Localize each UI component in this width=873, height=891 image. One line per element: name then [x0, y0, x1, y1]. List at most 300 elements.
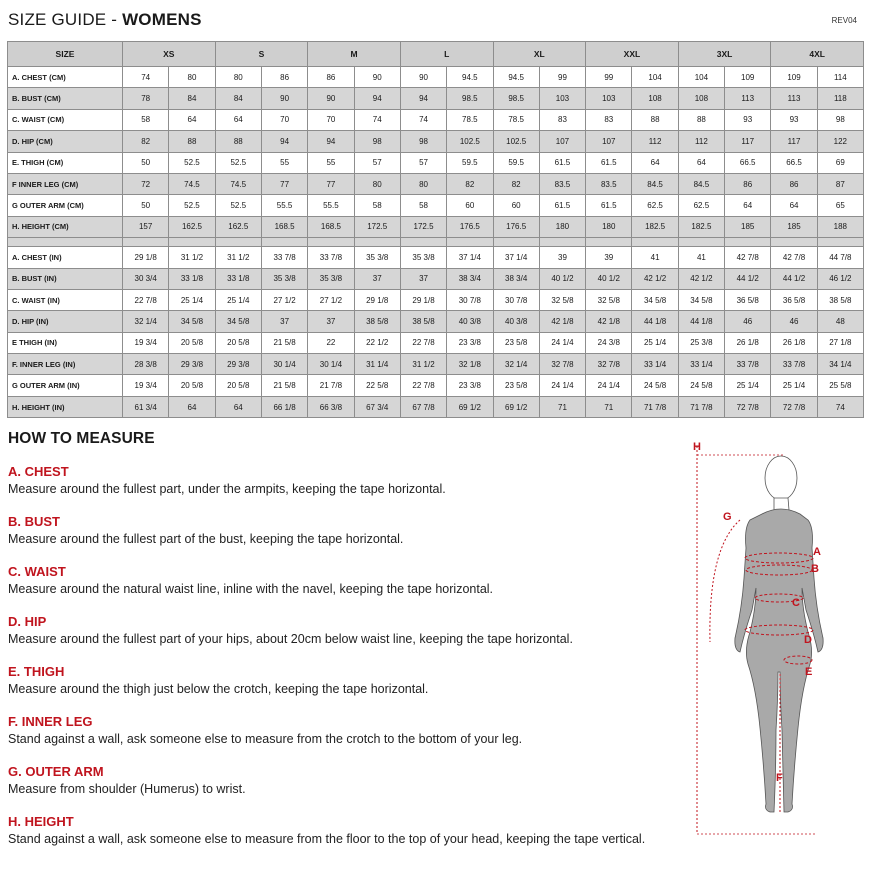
table-cell: 23 3/8 — [447, 375, 493, 396]
table-cell: 59.5 — [447, 152, 493, 173]
table-cell: 74.5 — [169, 173, 215, 194]
table-cell: 22 7/8 — [400, 332, 446, 353]
size-guide-table — [7, 41, 864, 418]
table-cell: 64 — [215, 109, 261, 130]
table-cell: 57 — [400, 152, 446, 173]
table-cell: 23 5/8 — [493, 332, 539, 353]
measure-item — [8, 714, 668, 764]
measure-description: Stand against a wall, ask someone else to measure from the floor to the top of your head, keeping the tape vertical. — [8, 832, 646, 846]
table-row — [8, 131, 864, 152]
table-row — [8, 173, 864, 194]
table-row — [8, 289, 864, 310]
table-cell: 44 1/8 — [678, 311, 724, 332]
table-cell: 55 — [308, 152, 354, 173]
table-cell: 64 — [678, 152, 724, 173]
measure-description: Measure around the fullest part of your hips, about 20cm below waist line, keeping the tape horizontal. — [8, 632, 573, 646]
table-cell: 21 5/8 — [261, 332, 307, 353]
table-cell: 32 5/8 — [586, 289, 632, 310]
table-cell: 42 7/8 — [771, 247, 817, 268]
table-cell: 176.5 — [493, 216, 539, 237]
table-cell: 88 — [169, 131, 215, 152]
table-cell: 40 3/8 — [493, 311, 539, 332]
table-cell: 38 5/8 — [400, 311, 446, 332]
table-cell: 39 — [539, 247, 585, 268]
table-cell: 117 — [725, 131, 771, 152]
table-cell: 64 — [771, 195, 817, 216]
measure-description: Measure around the natural waist line, inline with the navel, keeping the tape horizontal. — [8, 582, 494, 596]
table-cell: 26 1/8 — [771, 332, 817, 353]
table-cell: 112 — [678, 131, 724, 152]
divider-cell — [123, 238, 169, 247]
page-header — [8, 8, 865, 36]
row-label: F. INNER LEG (IN) — [8, 354, 123, 375]
table-cell: 69 — [817, 152, 863, 173]
table-cell: 27 1/2 — [308, 289, 354, 310]
size-header-cell: S — [215, 42, 308, 67]
table-cell: 86 — [261, 67, 307, 88]
table-cell: 180 — [539, 216, 585, 237]
row-label: H. HEIGHT (CM) — [8, 216, 123, 237]
table-cell: 122 — [817, 131, 863, 152]
table-cell: 74 — [123, 67, 169, 88]
table-cell: 176.5 — [447, 216, 493, 237]
measure-description: Measure around the fullest part, under the armpits, keeping the tape horizontal. — [8, 482, 446, 496]
table-cell: 28 3/8 — [123, 354, 169, 375]
table-cell: 185 — [725, 216, 771, 237]
table-cell: 23 3/8 — [447, 332, 493, 353]
table-cell: 21 7/8 — [308, 375, 354, 396]
table-cell: 98.5 — [493, 88, 539, 109]
size-table-body — [8, 67, 864, 418]
row-label: C. WAIST (CM) — [8, 109, 123, 130]
table-cell: 88 — [215, 131, 261, 152]
table-cell: 44 1/2 — [771, 268, 817, 289]
table-cell: 88 — [678, 109, 724, 130]
table-cell: 77 — [261, 173, 307, 194]
table-row — [8, 247, 864, 268]
table-row — [8, 396, 864, 417]
table-cell: 83 — [539, 109, 585, 130]
row-label: B. BUST (IN) — [8, 268, 123, 289]
table-cell: 107 — [539, 131, 585, 152]
size-header-cell: XL — [493, 42, 586, 67]
table-cell: 60 — [447, 195, 493, 216]
table-cell: 99 — [539, 67, 585, 88]
table-cell: 25 3/8 — [678, 332, 724, 353]
table-cell: 80 — [215, 67, 261, 88]
label-f: F — [776, 772, 783, 784]
table-cell: 61.5 — [539, 152, 585, 173]
table-row — [8, 67, 864, 88]
table-cell: 30 3/4 — [123, 268, 169, 289]
row-label: B. BUST (CM) — [8, 88, 123, 109]
measure-heading: A. CHEST — [8, 464, 69, 479]
table-cell: 82 — [447, 173, 493, 194]
row-label: G OUTER ARM (IN) — [8, 375, 123, 396]
table-cell: 80 — [169, 67, 215, 88]
table-cell: 72 — [123, 173, 169, 194]
table-cell: 61 3/4 — [123, 396, 169, 417]
neck — [774, 498, 789, 510]
table-cell: 55 — [261, 152, 307, 173]
table-cell: 182.5 — [678, 216, 724, 237]
table-cell: 37 — [308, 311, 354, 332]
divider-cell — [308, 238, 354, 247]
table-cell: 84 — [169, 88, 215, 109]
table-cell: 58 — [400, 195, 446, 216]
table-cell: 65 — [817, 195, 863, 216]
table-cell: 94 — [354, 88, 400, 109]
table-cell: 24 5/8 — [632, 375, 678, 396]
page-title — [8, 10, 202, 30]
table-row — [8, 195, 864, 216]
table-cell: 162.5 — [215, 216, 261, 237]
revision-code: REV04 — [831, 16, 857, 25]
table-cell: 67 3/4 — [354, 396, 400, 417]
table-cell: 113 — [771, 88, 817, 109]
measure-instructions — [8, 464, 668, 864]
table-cell: 33 1/8 — [169, 268, 215, 289]
divider-cell — [261, 238, 307, 247]
table-cell: 25 1/4 — [771, 375, 817, 396]
table-cell: 46 1/2 — [817, 268, 863, 289]
table-cell: 32 7/8 — [586, 354, 632, 375]
table-cell: 109 — [771, 67, 817, 88]
table-cell: 58 — [123, 109, 169, 130]
table-cell: 48 — [817, 311, 863, 332]
table-cell: 86 — [308, 67, 354, 88]
table-cell: 42 1/2 — [632, 268, 678, 289]
label-b: B — [811, 563, 819, 575]
table-cell: 32 7/8 — [539, 354, 585, 375]
table-cell: 102.5 — [447, 131, 493, 152]
divider-cell — [493, 238, 539, 247]
table-row — [8, 88, 864, 109]
table-cell: 71 7/8 — [678, 396, 724, 417]
table-cell: 37 1/4 — [493, 247, 539, 268]
table-cell: 52.5 — [215, 195, 261, 216]
table-cell: 162.5 — [169, 216, 215, 237]
table-cell: 19 3/4 — [123, 375, 169, 396]
table-cell: 35 3/8 — [261, 268, 307, 289]
table-cell: 55.5 — [308, 195, 354, 216]
table-cell: 103 — [539, 88, 585, 109]
table-cell: 172.5 — [354, 216, 400, 237]
table-cell: 31 1/2 — [400, 354, 446, 375]
table-cell: 83.5 — [586, 173, 632, 194]
size-header-row — [8, 42, 864, 67]
table-cell: 38 3/4 — [493, 268, 539, 289]
table-cell: 34 5/8 — [632, 289, 678, 310]
table-cell: 34 1/4 — [817, 354, 863, 375]
table-cell: 44 1/8 — [632, 311, 678, 332]
table-cell: 72 7/8 — [771, 396, 817, 417]
size-header-cell: XXL — [586, 42, 679, 67]
divider-cell — [817, 238, 863, 247]
table-cell: 32 1/4 — [123, 311, 169, 332]
table-cell: 84.5 — [632, 173, 678, 194]
body-measurement-figure — [690, 438, 840, 838]
table-cell: 35 3/8 — [354, 247, 400, 268]
table-cell: 188 — [817, 216, 863, 237]
table-cell: 42 7/8 — [725, 247, 771, 268]
table-cell: 78.5 — [493, 109, 539, 130]
size-header-cell: M — [308, 42, 401, 67]
table-cell: 70 — [308, 109, 354, 130]
measure-heading: E. THIGH — [8, 664, 65, 679]
table-cell: 61.5 — [586, 195, 632, 216]
measure-description: Measure around the fullest part of the bust, keeping the tape horizontal. — [8, 532, 404, 546]
table-cell: 41 — [678, 247, 724, 268]
divider-cell — [725, 238, 771, 247]
table-cell: 93 — [771, 109, 817, 130]
measure-heading: F. INNER LEG — [8, 714, 93, 729]
table-cell: 64 — [169, 396, 215, 417]
table-cell: 180 — [586, 216, 632, 237]
table-cell: 99 — [586, 67, 632, 88]
table-cell: 80 — [400, 173, 446, 194]
table-cell: 37 — [354, 268, 400, 289]
table-cell: 34 5/8 — [678, 289, 724, 310]
measure-description: Measure from shoulder (Humerus) to wrist. — [8, 782, 246, 796]
table-cell: 84.5 — [678, 173, 724, 194]
table-cell: 24 1/4 — [539, 332, 585, 353]
table-cell: 42 1/2 — [678, 268, 724, 289]
table-cell: 30 7/8 — [493, 289, 539, 310]
table-cell: 71 — [539, 396, 585, 417]
divider-cell — [354, 238, 400, 247]
label-a: A — [813, 546, 821, 558]
row-label: D. HIP (CM) — [8, 131, 123, 152]
table-cell: 35 3/8 — [400, 247, 446, 268]
table-cell: 34 5/8 — [215, 311, 261, 332]
table-cell: 64 — [725, 195, 771, 216]
label-h: H — [693, 441, 701, 453]
table-cell: 25 1/4 — [632, 332, 678, 353]
size-header-cell: L — [400, 42, 493, 67]
table-cell: 113 — [725, 88, 771, 109]
table-cell: 24 5/8 — [678, 375, 724, 396]
divider-cell — [400, 238, 446, 247]
table-cell: 157 — [123, 216, 169, 237]
row-label: E. THIGH (CM) — [8, 152, 123, 173]
table-cell: 22 7/8 — [400, 375, 446, 396]
table-cell: 31 1/2 — [169, 247, 215, 268]
table-cell: 50 — [123, 152, 169, 173]
table-cell: 69 1/2 — [493, 396, 539, 417]
divider-cell — [169, 238, 215, 247]
table-cell: 118 — [817, 88, 863, 109]
table-cell: 83.5 — [539, 173, 585, 194]
table-cell: 37 — [261, 311, 307, 332]
table-cell: 33 7/8 — [771, 354, 817, 375]
label-e: E — [805, 666, 813, 678]
table-cell: 86 — [771, 173, 817, 194]
table-cell: 74 — [400, 109, 446, 130]
how-to-measure-title: HOW TO MEASURE — [8, 430, 155, 447]
divider-cell — [771, 238, 817, 247]
table-cell: 90 — [400, 67, 446, 88]
table-cell: 74 — [354, 109, 400, 130]
table-cell: 22 7/8 — [123, 289, 169, 310]
body-silhouette-illustration — [690, 438, 840, 838]
size-header-label: SIZE — [8, 42, 123, 67]
table-cell: 38 5/8 — [817, 289, 863, 310]
measure-item — [8, 464, 668, 514]
outer-arm-line — [710, 520, 740, 642]
row-label: H. HEIGHT (IN) — [8, 396, 123, 417]
table-cell: 33 1/8 — [215, 268, 261, 289]
row-label: A. CHEST (CM) — [8, 67, 123, 88]
table-cell: 98 — [400, 131, 446, 152]
table-cell: 42 1/8 — [539, 311, 585, 332]
size-header-cell: 3XL — [678, 42, 771, 67]
table-cell: 64 — [632, 152, 678, 173]
table-cell: 71 — [586, 396, 632, 417]
table-cell: 52.5 — [169, 152, 215, 173]
measure-item — [8, 564, 668, 614]
table-cell: 98 — [354, 131, 400, 152]
table-cell: 77 — [308, 173, 354, 194]
table-row — [8, 354, 864, 375]
table-row — [8, 268, 864, 289]
table-cell: 31 1/4 — [354, 354, 400, 375]
measure-item — [8, 614, 668, 664]
table-cell: 19 3/4 — [123, 332, 169, 353]
table-cell: 46 — [725, 311, 771, 332]
how-to-measure-section — [8, 430, 668, 864]
table-cell: 22 — [308, 332, 354, 353]
measure-heading: C. WAIST — [8, 564, 66, 579]
table-cell: 33 1/4 — [632, 354, 678, 375]
table-cell: 104 — [632, 67, 678, 88]
title-category: WOMENS — [122, 10, 202, 29]
table-cell: 46 — [771, 311, 817, 332]
table-cell: 108 — [678, 88, 724, 109]
table-cell: 66.5 — [725, 152, 771, 173]
table-cell: 55.5 — [261, 195, 307, 216]
table-cell: 66 1/8 — [261, 396, 307, 417]
table-row — [8, 311, 864, 332]
table-cell: 24 1/4 — [586, 375, 632, 396]
table-cell: 57 — [354, 152, 400, 173]
table-cell: 109 — [725, 67, 771, 88]
table-cell: 58 — [354, 195, 400, 216]
table-cell: 98 — [817, 109, 863, 130]
measure-description: Stand against a wall, ask someone else to measure from the crotch to the bottom of your leg. — [8, 732, 523, 746]
table-cell: 114 — [817, 67, 863, 88]
table-cell: 83 — [586, 109, 632, 130]
table-row — [8, 216, 864, 237]
table-cell: 33 1/4 — [678, 354, 724, 375]
table-cell: 22 5/8 — [354, 375, 400, 396]
divider-cell — [632, 238, 678, 247]
table-cell: 185 — [771, 216, 817, 237]
table-cell: 44 7/8 — [817, 247, 863, 268]
table-row — [8, 109, 864, 130]
table-cell: 64 — [169, 109, 215, 130]
table-cell: 24 1/4 — [539, 375, 585, 396]
table-cell: 94.5 — [493, 67, 539, 88]
table-cell: 25 1/4 — [725, 375, 771, 396]
table-cell: 20 5/8 — [169, 332, 215, 353]
table-cell: 72 7/8 — [725, 396, 771, 417]
table-cell: 98.5 — [447, 88, 493, 109]
table-cell: 29 3/8 — [215, 354, 261, 375]
table-cell: 90 — [354, 67, 400, 88]
table-cell: 37 1/4 — [447, 247, 493, 268]
table-cell: 29 1/8 — [123, 247, 169, 268]
row-label: F INNER LEG (CM) — [8, 173, 123, 194]
table-cell: 25 1/4 — [169, 289, 215, 310]
table-cell: 107 — [586, 131, 632, 152]
table-cell: 25 5/8 — [817, 375, 863, 396]
table-cell: 37 — [400, 268, 446, 289]
table-cell: 88 — [632, 109, 678, 130]
table-cell: 30 7/8 — [447, 289, 493, 310]
table-row — [8, 152, 864, 173]
table-cell: 36 5/8 — [771, 289, 817, 310]
table-cell: 104 — [678, 67, 724, 88]
measure-item — [8, 764, 668, 814]
table-cell: 84 — [215, 88, 261, 109]
table-cell: 94 — [261, 131, 307, 152]
table-cell: 31 1/2 — [215, 247, 261, 268]
table-cell: 59.5 — [493, 152, 539, 173]
torso-and-limbs — [735, 509, 823, 812]
table-cell: 52.5 — [215, 152, 261, 173]
table-cell: 29 1/8 — [354, 289, 400, 310]
row-label: E THIGH (IN) — [8, 332, 123, 353]
label-g: G — [723, 511, 732, 523]
table-cell: 62.5 — [678, 195, 724, 216]
table-cell: 44 1/2 — [725, 268, 771, 289]
table-cell: 29 1/8 — [400, 289, 446, 310]
table-cell: 64 — [215, 396, 261, 417]
divider-cell — [215, 238, 261, 247]
table-cell: 66 3/8 — [308, 396, 354, 417]
table-cell: 38 3/4 — [447, 268, 493, 289]
table-cell: 34 5/8 — [169, 311, 215, 332]
table-cell: 33 7/8 — [725, 354, 771, 375]
table-cell: 90 — [308, 88, 354, 109]
table-cell: 24 3/8 — [586, 332, 632, 353]
table-cell: 94.5 — [447, 67, 493, 88]
row-label: D. HIP (IN) — [8, 311, 123, 332]
table-cell: 78.5 — [447, 109, 493, 130]
table-cell: 78 — [123, 88, 169, 109]
table-cell: 40 3/8 — [447, 311, 493, 332]
table-cell: 50 — [123, 195, 169, 216]
table-cell: 22 1/2 — [354, 332, 400, 353]
measure-item — [8, 814, 668, 864]
table-cell: 33 7/8 — [308, 247, 354, 268]
table-cell: 168.5 — [261, 216, 307, 237]
label-c: C — [792, 597, 800, 609]
table-cell: 87 — [817, 173, 863, 194]
table-cell: 40 1/2 — [539, 268, 585, 289]
table-cell: 30 1/4 — [308, 354, 354, 375]
size-header-cell: XS — [123, 42, 216, 67]
table-cell: 103 — [586, 88, 632, 109]
table-row — [8, 332, 864, 353]
table-cell: 108 — [632, 88, 678, 109]
table-cell: 70 — [261, 109, 307, 130]
table-cell: 20 5/8 — [215, 332, 261, 353]
table-cell: 29 3/8 — [169, 354, 215, 375]
table-cell: 35 3/8 — [308, 268, 354, 289]
divider-cell — [678, 238, 724, 247]
